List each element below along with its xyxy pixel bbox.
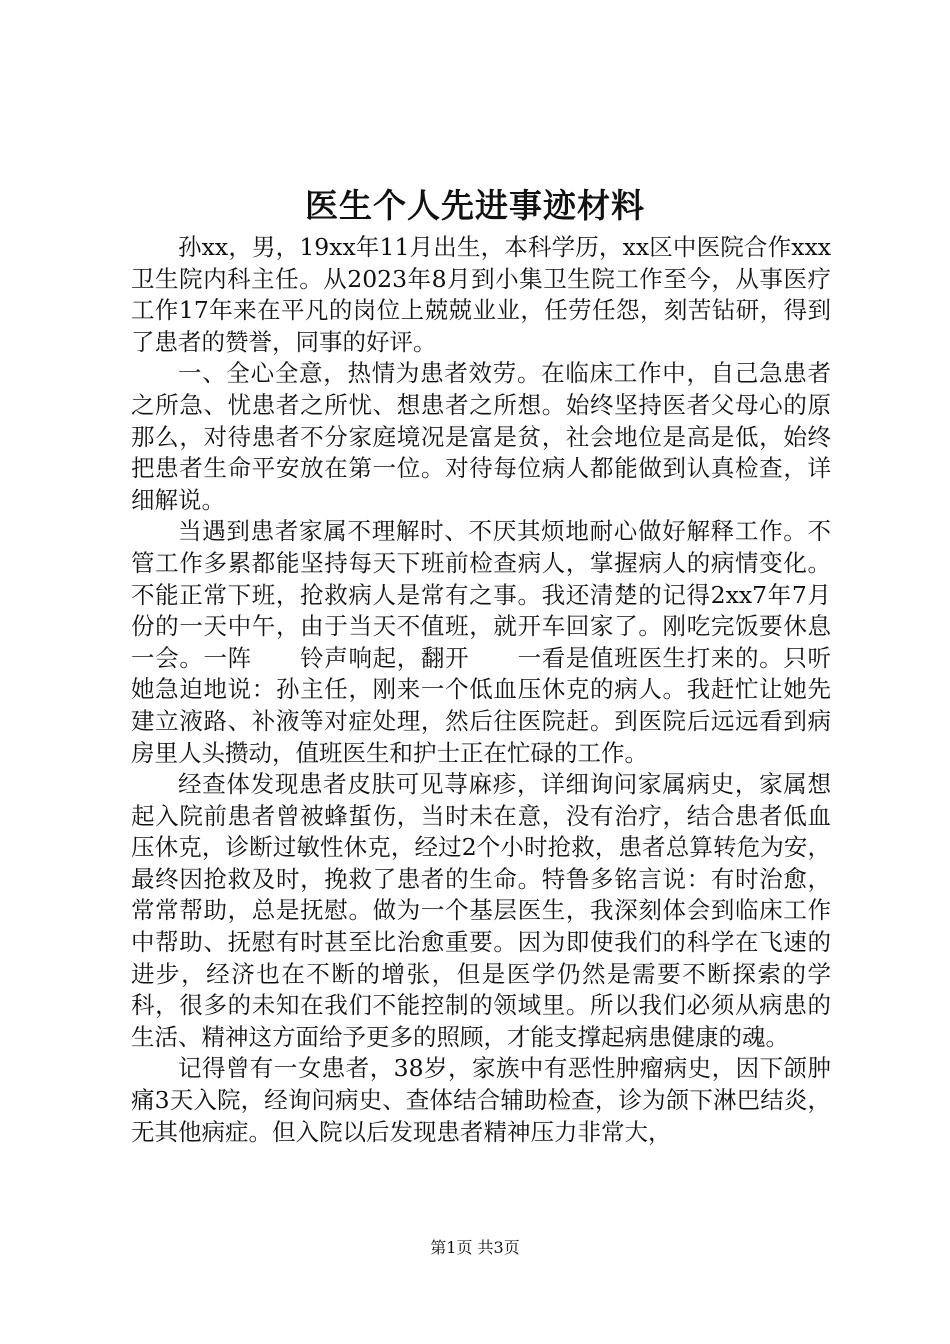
paragraph-family-explanation: 当遇到患者家属不理解时、不厌其烦地耐心做好解释工作。不管工作多累都能坚持每天下班前检查病人，掌握病人的病情变化。不能正常下班，抢救病人是常有之事。我还清楚的记得2xx7年7月份的一天中午，由于当天不值班，就开车回家了。刚吃完饭要休息一会。一阵 铃声响起，翻开 一看是值班医生打来的。只听她急迫地说：孙主任，刚来一个低血压休克的病人。我赶忙让她先建立液路、补液等对症处理，然后往医院赶。到医院后远远看到病房里人头攒动，值班医生和护士正在忙碌的工作。 (131, 517, 831, 767)
paragraph-intro: 孙xx，男，19xx年11月出生，本科学历，xx区中医院合作xxx卫生院内科主任。从2023年8月到小集卫生院工作至今，从事医疗工作17年来在平凡的岗位上兢兢业业，任劳任怨，刻苦钻研，得到了患者的赞誉，同事的好评。 (131, 233, 831, 356)
paragraph-section-one: 一、全心全意，热情为患者效劳。在临床工作中，自己急患者之所急、忧患者之所忧、想患者之所想。始终坚持医者父母心的原那么，对待患者不分家庭境况是富是贫，社会地位是高是低，始终把患者生命平安放在第一位。对待每位病人都能做到认真检查，详细解说。 (131, 359, 831, 514)
document-title: 医生个人先进事迹材料 (305, 186, 645, 225)
paragraph-diagnosis: 经查体发现患者皮肤可见荨麻疹，详细询问家属病史，家属想起入院前患者曾被蜂蜇伤，当时未在意，没有治疗，结合患者低血压休克，诊断过敏性休克，经过2个小时抢救，患者总算转危为安，最终因抢救及时，挽救了患者的生命。特鲁多铭言说：有时治愈，常常帮助，总是抚慰。做为一个基层医生，我深刻体会到临床工作中帮助、抚慰有时甚至比治愈重要。因为即使我们的科学在飞速的进步，经济也在不断的增张，但是医学仍然是需要不断探索的学科，很多的未知在我们不能控制的领域里。所以我们必须从病患的生活、精神这方面给予更多的照顾，才能支撑起病患健康的魂。 (131, 770, 831, 1051)
page-footer: 第1页 共3页 (430, 1238, 520, 1257)
document-body (131, 232, 831, 1148)
paragraph-female-patient: 记得曾有一女患者，38岁，家族中有恶性肿瘤病史，因下颌肿痛3天入院，经询问病史、查体结合辅助检查，诊为颌下淋巴结炎，无其他病症。但入院以后发现患者精神压力非常大， (131, 1054, 831, 1146)
